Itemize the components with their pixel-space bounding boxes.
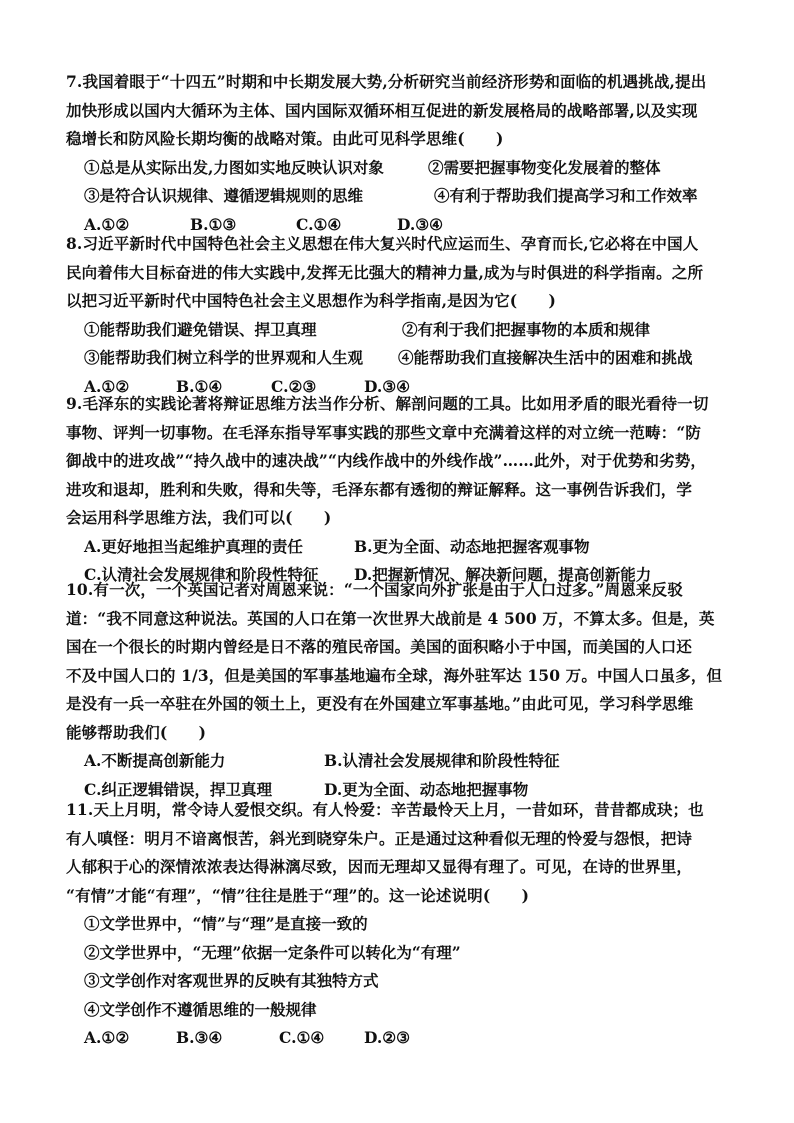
statement: ②有利于我们把握事物的本质和规律	[402, 319, 651, 339]
stem-line: 不及中国人口的 1/3，但是美国的军事基地遍布全球，海外驻军达 150 万。中国人口虽多，但	[66, 665, 723, 685]
question-7	[66, 68, 728, 239]
choice-row	[66, 533, 728, 562]
statement-row	[66, 967, 728, 996]
stem-line: 11.天上月明，常令诗人爱恨交织。有人怜爱：辛苦最怜天上月，一昔如环，昔昔都成玦；也	[66, 800, 704, 819]
choice-b[interactable]: B.更为全面、动态地把握客观事物	[354, 536, 590, 556]
statement: ③是符合认识规律、遵循逻辑规则的思维	[84, 186, 364, 205]
stem-line: 有人嗔怪：明月不谙离恨苦，斜光到晓穿朱户。正是通过这种看似无理的怜爱与怨恨，把诗	[66, 828, 693, 848]
question-stem	[66, 68, 728, 154]
choice-c[interactable]: C.②③	[271, 376, 317, 396]
question-9	[66, 390, 728, 590]
stem-line: 事物、评判一切事物。在毛泽东指导军事实践的那些文章中充满着这样的对立统一范畴：“防	[66, 422, 702, 442]
choice-b[interactable]: B.认清社会发展规律和阶段性特征	[324, 751, 560, 770]
stem-line: 加快形成以国内大循环为主体、国内国际双循环相互促进的新发展格局的战略部署,以及实现	[66, 100, 698, 120]
statement: ③文学创作对客观世界的反映有其独特方式	[84, 971, 379, 990]
stem-line: 道：“我不同意这种说法。英国的人口在第一次世界大战前是 4 500 万，不算太多。但是，英	[66, 608, 715, 628]
statement: ②需要把握事物变化发展着的整体	[428, 157, 661, 177]
statement-row	[66, 344, 728, 373]
statement: ③能帮助我们树立科学的世界观和人生观	[84, 348, 364, 367]
statement-row	[66, 182, 728, 211]
question-8	[66, 230, 728, 401]
stem-line: 是没有一兵一卒驻在外国的领土上，更没有在外国建立军事基地。”由此可见，学习科学思维	[66, 694, 694, 713]
stem-line: 10.有一次，一个英国记者对周恩来说：“一个国家向外扩张是由于人口过多。”周恩来反驳	[66, 580, 683, 599]
stem-line: 7.我国着眼于“十四五”时期和中长期发展大势,分析研究当前经济形势和面临的机遇挑战,提出	[66, 72, 707, 91]
statement: ①能帮助我们避免错误、捍卫真理	[84, 319, 317, 339]
choice-row	[66, 1024, 728, 1053]
statement: ④能帮助我们直接解决生活中的困难和挑战	[398, 348, 693, 367]
question-11	[66, 796, 728, 1053]
stem-line: 进攻和退却，胜利和失败，得和失等，毛泽东都有透彻的辩证解释。这一事例告诉我们，学	[66, 479, 693, 499]
question-stem	[66, 796, 728, 910]
choice-b[interactable]: B.③④	[176, 1028, 223, 1047]
stem-line: 能够帮助我们( )	[66, 722, 207, 742]
choice-c[interactable]: C.①④	[279, 1028, 325, 1047]
choice-b[interactable]: B.①④	[176, 376, 223, 396]
statement-row	[66, 996, 728, 1025]
statement-row	[66, 316, 728, 345]
stem-line: 稳增长和防风险长期均衡的战略对策。由此可见科学思维( )	[66, 129, 504, 148]
stem-line: 国在一个很长的时期内曾经是日不落的殖民帝国。美国的面积略小于中国，而美国的人口还	[66, 637, 693, 656]
statement-row	[66, 154, 728, 183]
choice-row	[66, 747, 728, 776]
choice-d[interactable]: D.③④	[397, 214, 444, 234]
choice-a[interactable]: A.①②	[84, 214, 130, 234]
question-10	[66, 576, 728, 804]
stem-line: 会运用科学思维方法，我们可以( )	[66, 508, 332, 527]
stem-line: 以把习近平新时代中国特色社会主义思想作为科学指南,是因为它( )	[66, 291, 557, 310]
choice-c[interactable]: C.认清社会发展规律和阶段性特征	[84, 565, 319, 584]
stem-line: 9.毛泽东的实践论著将辩证思维方法当作分析、解剖问题的工具。比如用矛盾的眼光看待一切	[66, 394, 709, 413]
statement: ④有利于帮助我们提高学习和工作效率	[434, 186, 698, 205]
question-stem	[66, 230, 728, 316]
choice-d[interactable]: D.③④	[364, 376, 411, 396]
choice-a[interactable]: A.不断提高创新能力	[84, 751, 226, 770]
question-stem	[66, 576, 728, 747]
choice-d[interactable]: D.②③	[364, 1028, 411, 1047]
choice-a[interactable]: A.①②	[84, 1028, 130, 1047]
statement: ①文学世界中，“情”与“理”是直接一致的	[84, 914, 368, 933]
stem-line: 人郁积于心的深情浓浓表达得淋漓尽致，因而无理却又显得有理了。可见，在诗的世界里，	[66, 857, 693, 876]
statement: ④文学创作不遵循思维的一般规律	[84, 999, 317, 1019]
stem-line: 御战中的进攻战”“持久战中的速决战”“内线作战中的外线作战”……此外，对于优势和劣势，	[66, 451, 707, 470]
stem-line: 民向着伟大目标奋进的伟大实践中,发挥无比强大的精神力量,成为与时俱进的科学指南。之所	[66, 262, 704, 282]
statement-row	[66, 939, 728, 968]
statement-row	[66, 910, 728, 939]
choice-b[interactable]: B.①③	[190, 214, 237, 234]
choice-c[interactable]: C.①④	[296, 214, 342, 234]
statement: ①总是从实际出发,力图如实地反映认识对象	[84, 157, 384, 177]
stem-line: 8.习近平新时代中国特色社会主义思想在伟大复兴时代应运而生、孕育而长,它必将在中国人	[66, 234, 699, 253]
choice-d[interactable]: D.更为全面、动态地把握事物	[324, 779, 529, 799]
question-stem	[66, 390, 728, 533]
choice-c[interactable]: C.纠正逻辑错误，捍卫真理	[84, 779, 272, 799]
statement: ②文学世界中，“无理”依据一定条件可以转化为“有理”	[84, 942, 461, 962]
stem-line: “有情”才能“有理”，“情”往往是胜于“理”的。这一论述说明( )	[66, 885, 530, 905]
choice-a[interactable]: A.①②	[84, 376, 130, 396]
choice-a[interactable]: A.更好地担当起维护真理的责任	[84, 536, 303, 556]
choice-d[interactable]: D.把握新情况、解决新问题，提高创新能力	[354, 565, 652, 584]
